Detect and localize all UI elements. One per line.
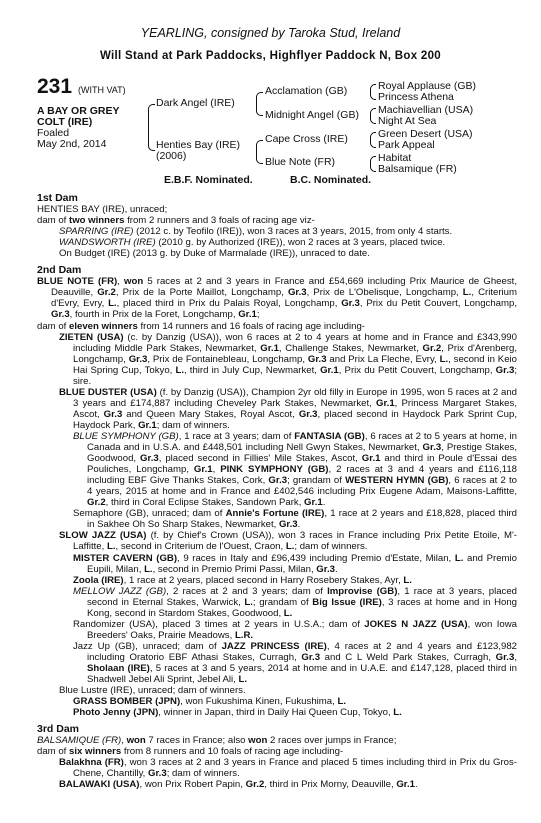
ancestor-sss: Royal Applause (GB) — [378, 80, 477, 92]
pedigree-bracket-ss — [370, 84, 376, 100]
ancestor-sdd: Night At Sea — [378, 115, 437, 127]
foaled-label: Foaled — [37, 127, 70, 139]
pedigree-bracket-sire — [256, 92, 263, 116]
ancestor-dds: Habitat — [378, 152, 412, 164]
produce-item: SLOW JAZZ (USA) (f. by Chief's Crown (USA)), won 3 races in France including Prix Petite Etoile, M'-Laffitte, L., second in Criterium de l'Ouest, Craon, L.; dam of winners. — [59, 530, 517, 553]
ancestor-dss: Green Desert (USA) — [378, 128, 473, 140]
ancestor-ddd: Balsamique (FR) — [378, 163, 457, 175]
produce-item: On Budget (IRE) (2013 g. by Duke of Marmalade (IRE)), unraced to date. — [59, 248, 370, 260]
produce-item: SPARRING (IRE) (2012 c. by Teofilo (IRE)), won 3 races at 3 years, 2015, from only 4 starts. — [59, 226, 453, 238]
stand-location: Will Stand at Park Paddocks, Highflyer Paddock N, Box 200 — [99, 50, 441, 62]
lot-description-2: COLT (IRE) — [37, 116, 93, 128]
dam-record: dam of two winners from 2 runners and 3 foals of racing age viz- — [37, 215, 315, 227]
second-dam-record: BLUE NOTE (FR), won 5 races at 2 and 3 years in France and £54,669 including Prix Maurice de Gheest, Deauville, Gr.2, Prix de la Porte Maillot, Longchamp, Gr.3, Prix de L'Obelisque, Longchamp, L., Criterium d'Evry, Evry, L., placed third in Prix du Palais Royal, Longchamp, Gr.3, Prix du Petit Couvert, Longchamp, Gr.3, fourth in Prix de la Foret, Longchamp, Gr.1; — [37, 276, 518, 321]
sire-sire: Acclamation (GB) — [265, 85, 348, 97]
foaled-date: May 2nd, 2014 — [37, 138, 107, 150]
sire-name: Dark Angel (IRE) — [156, 97, 235, 109]
produce-record — [37, 193, 517, 790]
dam-year: (2006) — [156, 150, 187, 162]
pedigree-bracket-dam — [256, 140, 263, 164]
ebf-nomination: E.B.F. Nominated. — [164, 174, 253, 186]
pedigree-bracket-dd — [370, 156, 376, 172]
produce-item: Semaphore (GB), unraced; dam of Annie's Fortune (IRE), 1 race at 2 years and £18,828, placed third in Sakhee Oh So Sharp Stakes, Newmarket, Gr.3. — [73, 508, 518, 531]
dam-dam: Blue Note (FR) — [265, 156, 336, 168]
produce-item: MELLOW JAZZ (GB), 2 races at 2 and 3 years; dam of Improvise (GB), 1 race at 3 years, placed second in Eternal Stakes, Warwick, L.; grandam of Big Issue (IRE), 3 races at home and in Hong Kong, second in Stardom Stakes, Goodwood, L. — [73, 585, 518, 619]
ancestor-ssd: Princess Athena — [378, 91, 454, 103]
produce-item: Photo Jenny (JPN), winner in Japan, third in Daily Hai Queen Cup, Tokyo, L. — [73, 707, 402, 719]
dam-sire: Cape Cross (IRE) — [265, 133, 348, 145]
lot-number-row — [37, 75, 126, 98]
lot-description-1: A BAY OR GREY — [37, 105, 120, 117]
bc-nomination: B.C. Nominated. — [290, 174, 372, 186]
vat-note: (WITH VAT) — [77, 85, 126, 95]
lot-number: 231 — [37, 75, 73, 98]
produce-item: BALAWAKI (USA), won Prix Robert Papin, Gr.2, third in Prix Morny, Deauville, Gr.1. — [59, 779, 418, 791]
ancestor-dsd: Park Appeal — [378, 139, 435, 151]
produce-item: Blue Lustre (IRE), unraced; dam of winners. — [59, 685, 246, 697]
produce-item: MISTER CAVERN (GB), 9 races in Italy and £96,439 including Premio d'Estate, Milan, L. and Premio Eupili, Milan, L., second in Premio Primi Passi, Milan, Gr.3. — [73, 552, 517, 575]
third-dam-heading: 3rd Dam — [37, 723, 80, 736]
first-dam-heading: 1st Dam — [37, 192, 78, 204]
third-dam-record: BALSAMIQUE (FR), won 7 races in France; also won 2 races over jumps in France; — [37, 735, 397, 747]
third-dam-produce: dam of six winners from 8 runners and 10 foals of racing age including- — [37, 746, 344, 758]
produce-item: Randomizer (USA), placed 3 times at 2 years in U.S.A.; dam of JOKES N JAZZ (USA), won Iowa Breeders' Oaks, Prairie Meadows, L.R. — [73, 618, 517, 641]
produce-item: BLUE DUSTER (USA) (f. by Danzig (USA)), Champion 2yr old filly in Europe in 1995, won 5 races at 2 and 3 years and £174,887 including Cheveley Park Stakes, Newmarket, Gr.1, Princess Margaret Stakes, Ascot, Gr.3 and Queen Mary Stakes, Royal Ascot, Gr.3, placed second in Haydock Park Sprint Cup, Haydock Park, Gr.1; dam of winners. — [59, 386, 517, 431]
ancestor-sds: Machiavellian (USA) — [378, 104, 474, 116]
produce-item: BLUE SYMPHONY (GB), 1 race at 3 years; dam of FANTASIA (GB), 6 races at 2 to 5 years at home, in Canada and in U.S.A. and £448,501 including Nell Gwyn Stakes, Newmarket, Gr.3, Prestige Stakes, Goodwood, Gr.3, placed second in Fillies' Mile Stakes, Ascot, Gr.1 and third in Poule d'Essai des Pouliches, Longchamp, Gr.1, PINK SYMPHONY (GB), 2 races at 3 and 4 years and £116,118 including EBF Give Thanks Stakes, Cork, Gr.3; grandam of WESTERN HYMN (GB), 6 races at 2 to 4 years, 2015 at home and in France and £402,546 including Prix Eugene Adam, Maisons-Laffitte, Gr.2, third in Coral Eclipse Stakes, Sandown Park, Gr.1. — [73, 430, 517, 509]
produce-item: Zoola (IRE), 1 race at 2 years, placed second in Harry Rosebery Stakes, Ayr, L. — [73, 574, 412, 586]
pedigree-bracket-ds — [370, 132, 376, 148]
produce-item: Balakhna (FR), won 3 races at 2 and 3 years in France and placed 5 times including third in Prix du Gros-Chene, Chantilly, Gr.3; dam of winners. — [59, 757, 517, 780]
produce-item: WANDSWORTH (IRE) (2010 g. by Authorized (IRE)), won 2 races at 3 years, placed twice. — [59, 237, 446, 249]
dam-line: HENTIES BAY (IRE), unraced; — [37, 204, 168, 216]
page-title: YEARLING, consigned by Taroka Stud, Ireland — [140, 26, 401, 40]
second-dam-produce: dam of eleven winners from 14 runners and 16 foals of racing age including- — [37, 320, 365, 332]
produce-item: ZIETEN (USA) (c. by Danzig (USA)), won 6 races at 2 to 4 years at home and in France and £343,990 including Middle Park Stakes, Newmarket, Gr.1, Challenge Stakes, Newmarket, Gr.2, Prix d'Arenberg, Longchamp, Gr.3, Prix de Fontainebleau, Longchamp, Gr.3 and Prix La Fleche, Evry, L., second in Keio Hai Spring Cup, Tokyo, L., third in July Cup, Newmarket, Gr.1, Prix du Petit Couvert, Longchamp, Gr.3; sire. — [59, 331, 518, 387]
sire-dam: Midnight Angel (GB) — [265, 109, 359, 121]
dam-name: Henties Bay (IRE) — [156, 139, 241, 151]
produce-item: GRASS BOMBER (JPN), won Fukushima Kinen, Fukushima, L. — [73, 696, 346, 708]
second-dam-heading: 2nd Dam — [37, 264, 82, 277]
pedigree-bracket-gen1 — [148, 104, 155, 151]
pedigree-bracket-sd — [370, 108, 376, 124]
produce-item: Jazz Up (GB), unraced; dam of JAZZ PRINCESS (IRE), 4 races at 2 and 4 years and £123,982 including Oratorio EBF Athasi Stakes, Curragh, Gr.3 and C L Weld Park Stakes, Curragh, Gr.3, Sholaan (IRE), 5 races at 3 and 5 years, 2014 at home and in U.A.E. and £147,128, placed third in Shadwell Jebel Ali Sprint, Jebel Ali, L. — [73, 640, 517, 686]
